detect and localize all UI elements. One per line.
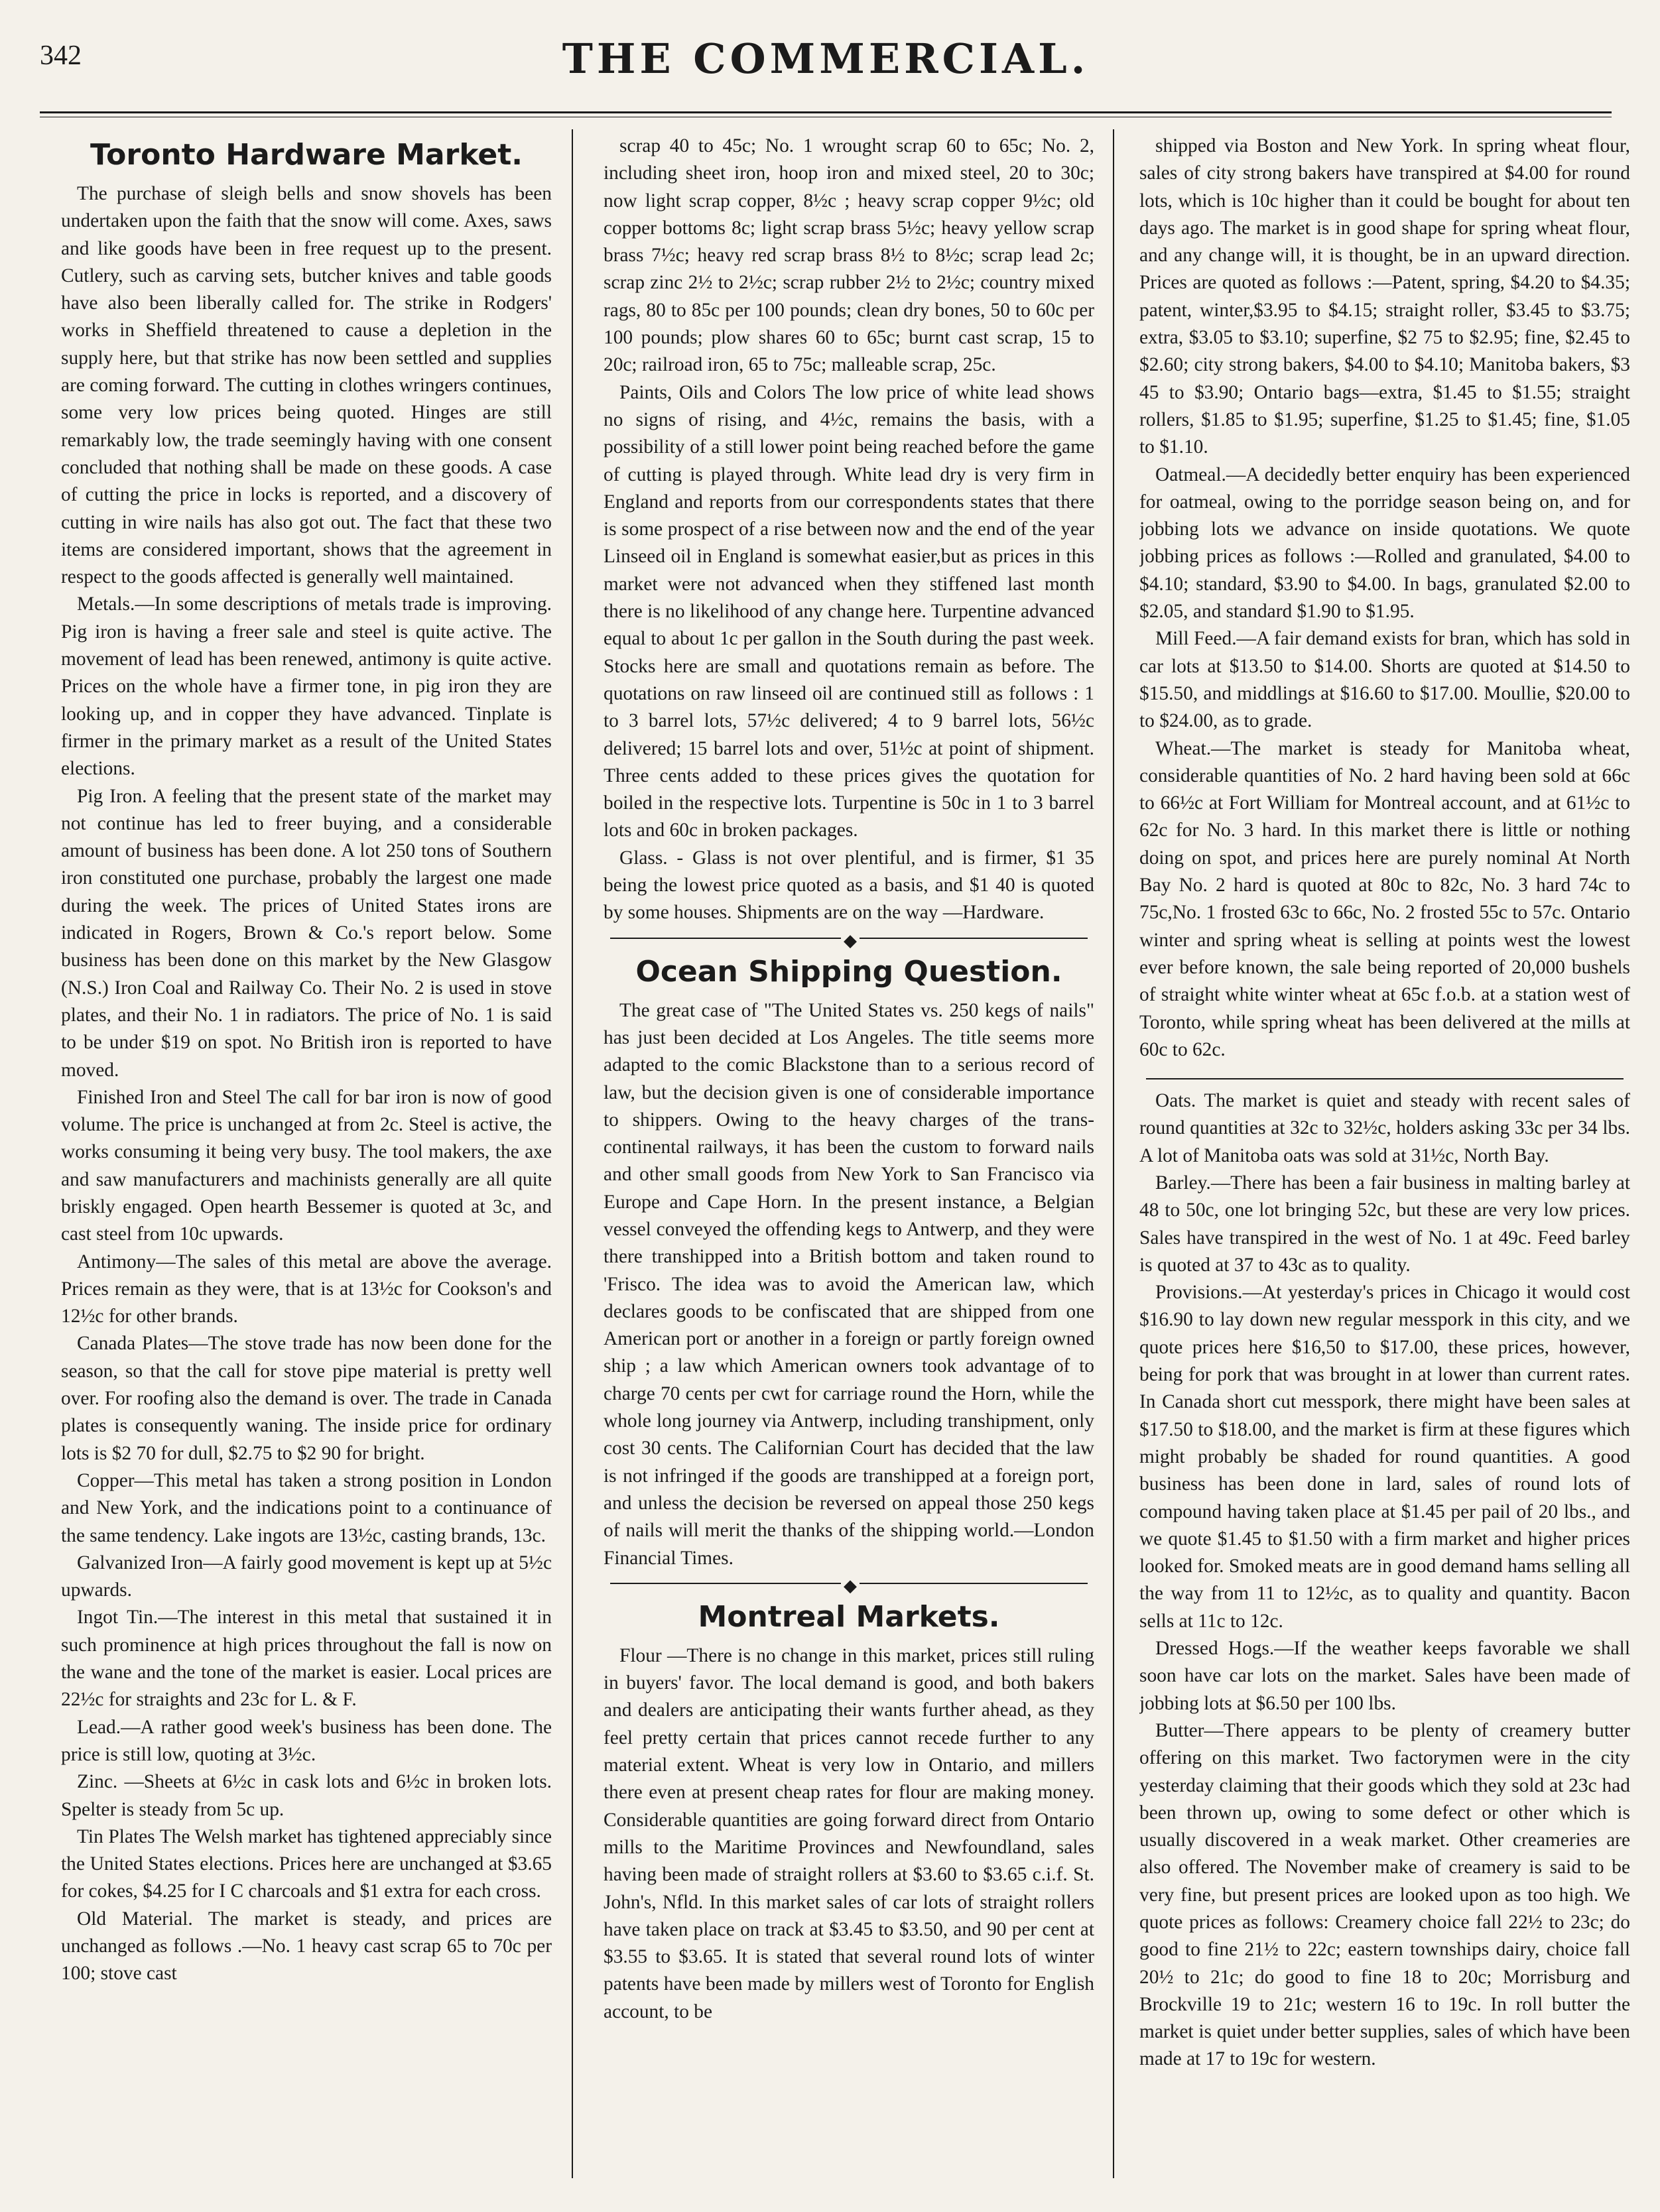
article-paragraph: scrap 40 to 45c; No. 1 wrought scrap 60 to 65c; No. 2, including sheet iron, hoop iron and mixed steel, 20 to 30c; now light scrap copper, 8½c ; heavy scrap copper 9½c; old copper bottoms 8c; light scrap brass 5½c; heavy yellow scrap brass 7½c; heavy red scrap brass 8½ to 8½c; scrap lead 2c; scrap zinc 2½ to 2½c; scrap rubber 2½ to 2½c; country mixed rags, 80 to 85c per 100 pounds; clean dry bones, 50 to 60c per 100 pounds; plow shares 60 to 65c; burnt cast scrap, 15 to 20c; railroad iron, 65 to 75c; malleable scrap, 25c. <box>604 135 1094 376</box>
article-paragraph: Barley.—There has been a fair business in malting barley at 48 to 50c, one lot bringing 52c, but these are very low prices. Sales have transpired in the west of No. 1 at 49c. Feed barley is quoted at 37 to 43c as to quality. <box>1139 1172 1630 1276</box>
article-paragraph: Pig Iron. A feeling that the present state of the market may not continue has led to freer buying, and a considerable amount of business has been done. A lot 250 tons of Southern iron constituted one purchase, probably the largest one made during the week. The prices of United States irons are indicated in Rogers, Brown & Co.'s report below. Some business has been done on this market by the New Glasgow (N.S.) Iron Coal and Railway Co. Their No. 2 is used in stove plates, and their No. 1 in radiators. The price of No. 1 is said to be under $19 on spot. No British iron is reported to have moved. <box>61 785 552 1081</box>
section-rule <box>1146 1064 1624 1079</box>
column-divider-2 <box>1113 129 1114 2178</box>
article-paragraph: Oats. The market is quiet and steady with recent sales of round quantities at 32c to 32½c, holders asking 33c per 34 lbs. A lot of Manitoba oats was sold at 31½c, North Bay. <box>1139 1090 1630 1166</box>
article-heading-toronto-hardware: Toronto Hardware Market. <box>90 138 523 172</box>
article-paragraph: Lead.—A rather good week's business has been done. The price is still low, quoting at 3½c. <box>61 1716 552 1765</box>
article-paragraph: Paints, Oils and Colors The low price of white lead shows no signs of rising, and 4½c, remains the basis, with a possibility of a still lower point being reached before the game of cutting is played through. White lead dry is very firm in England and reports from our correspondents states that there is some prospect of a rise between now and the end of the year Linseed oil in England is somewhat easier,but as prices in this market were not advanced when they stiffened last month there is no likelihood of any change here. Turpentine advanced equal to about 1c per gallon in the South during the past week. Stocks here are small and quotations remain as before. The quotations on raw linseed oil are continued still as follows : 1 to 3 barrel lots, 57½c delivered; 4 to 9 barrel lots, 56½c delivered; 15 barrel lots and over, 51½c at point of shipment. Three cents added to these prices gives the quotation for boiled in the respective lots. Turpentine is 50c in 1 to 3 barrel lots and 60c in broken packages. <box>604 381 1094 841</box>
column-3 <box>1139 133 1630 2175</box>
article-paragraph: Oatmeal.—A decidedly better enquiry has been experienced for oatmeal, owing to the porridge season being on, and for jobbing lots we advance on inside quotations. We quote jobbing prices as follows :—Rolled and granulated, $4.00 to $4.10; standard, $3.90 to $4.00. In bags, granulated $2.00 to $2.05, and standard $1.90 to $1.95. <box>1139 463 1630 623</box>
column-divider-1 <box>572 129 573 2178</box>
masthead-rule <box>40 111 1612 113</box>
article-paragraph: Metals.—In some descriptions of metals trade is improving. Pig iron is having a freer sale and steel is quite active. The movement of lead has been renewed, antimony is quite active. Prices on the whole have a firmer tone, in pig iron they are looking up, and in copper they have advanced. Tinplate is firmer in the primary market as a result of the United States elections. <box>61 593 552 780</box>
article-heading-ocean-shipping: Ocean Shipping Question. <box>635 954 1062 989</box>
article-paragraph: Flour —There is no change in this market, prices still ruling in buyers' favor. The local demand is good, and both bakers and dealers are anticipating their wants further ahead, as they feel pretty certain that prices cannot recede further to any material extent. Wheat is very low in Ontario, and millers there even at present cheap rates for flour are making money. Considerable quantities are going forward direct from Ontario mills to the Maritime Provinces and Newfoundland, sales having been made of straight rollers at $3.60 to $3.65 c.i.f. St. John's, Nfld. In this market sales of car lots of straight rollers have taken place on track at $3.45 to $3.50, and 90 per cent at $3.55 to $3.65. It is stated that several round lots of winter patents have been made by millers west of Toronto for English account, to be <box>604 1644 1094 2022</box>
article-paragraph: shipped via Boston and New York. In spring wheat flour, sales of city strong bakers have transpired at $4.00 for round lots, which is 10c higher than it could be bought for about ten days ago. The market is in good shape for spring wheat flour, and any change will, it is thought, be in an upward direction. Prices are quoted as follows :—Patent, spring, $4.20 to $4.35; patent, winter,$3.95 to $4.15; straight roller, $3.45 to $3.75; extra, $3.05 to $3.10; superfine, $2 75 to $2.95; fine, $2.45 to $2.60; city strong bakers, $4.00 to $4.10; Manitoba bakers, $3 45 to $3.90; Ontario bags—extra, $1.45 to $1.55; straight rollers, $1.85 to $1.95; superfine, $1.25 to $1.45; fine, $1.05 to $1.10. <box>1139 135 1630 458</box>
article-paragraph: Antimony—The sales of this metal are above the average. Prices remain as they were, that is at 13½c for Cookson's and 12½c for other brands. <box>61 1251 552 1327</box>
article-paragraph: Ingot Tin.—The interest in this metal that sustained it in such prominence at high prices throughout the fall is now on the wane and the tone of the market is easier. Local prices are 22½c for straights and 23c for L. & F. <box>61 1607 552 1711</box>
article-paragraph: Zinc. —Sheets at 6½c in cask lots and 6½c in broken lots. Spelter is steady from 5c up. <box>61 1771 552 1820</box>
article-paragraph: Finished Iron and Steel The call for bar iron is now of good volume. The price is unchanged at from 2c. Steel is active, the works consuming it being very busy. The tool makers, the axe and saw manufacturers and machinists generally are all quite briskly engaged. Open hearth Bessemer is quoted at 3c, and cast steel from 10c upwards. <box>61 1086 552 1245</box>
article-paragraph: The great case of "The United States vs. 250 kegs of nails" has just been decided at Los Angeles. The title seems more adapted to the comic Blackstone than to a serious record of law, but the decision given is one of considerable importance to shippers. Owing to the heavy charges of the trans-continental railways, it has been the custom to forward nails and other small goods from New York to San Francisco via Europe and Cape Horn. In the present instance, a Belgian vessel conveyed the offending kegs to Antwerp, and they were there transhipped into a British bottom and taken round to 'Frisco. The idea was to avoid the American law, which declares goods to be confiscated that are shipped from one American port or another in a foreign or partly foreign owned ship ; a law which American owners took advantage of to charge 70 cents per cwt for carriage round the Horn, while the whole long journey via Antwerp, including transhipment, only cost 30 cents. The Californian Court has decided that the law is not infringed if the goods are transhipped at a foreign port, and unless the decision be reversed on appeal those 250 kegs of nails will merit the thanks of the shipping world.—London Financial Times. <box>604 999 1094 1569</box>
article-paragraph: Copper—This metal has taken a strong position in London and New York, and the indications point to a continuance of the same tendency. Lake ingots are 13½c, casting brands, 13c. <box>61 1469 552 1546</box>
masthead <box>40 34 1612 107</box>
article-paragraph: Butter—There appears to be plenty of creamery butter offering on this market. Two factorymen were in the city yesterday claiming that their goods which they sold at 23c had been thrown up, owing to some defect or other which is usually discovered in a weak market. Other creameries are also offered. The November make of creamery is said to be very fine, but present prices are looked upon as too high. We quote prices as follows: Creamery choice fall 22½ to 23c; do good to fine 21½ to 22c; eastern townships dairy, choice fall 20½ to 21c; do good to fine 18 to 20c; Morrisburg and Brockville 19 to 21c; western 16 to 19c. In roll butter the market is quiet under better supplies, sales of which have been made at 17 to 19c for western. <box>1139 1719 1630 2070</box>
article-paragraph: Old Material. The market is steady, and prices are unchanged as follows .—No. 1 heavy cast scrap 65 to 70c per 100; stove cast <box>61 1908 552 1985</box>
article-paragraph: Canada Plates—The stove trade has now been done for the season, so that the call for stove pipe material is pretty well over. For roofing also the demand is over. The trade in Canada plates is consequently waning. The inside price for ordinary lots is $2 70 for dull, $2.75 to $2 90 for bright. <box>61 1333 552 1464</box>
column-2 <box>604 133 1094 2175</box>
section-separator <box>604 927 1094 950</box>
article-heading-montreal-markets: Montreal Markets. <box>698 1599 1000 1634</box>
article-paragraph: Provisions.—At yesterday's prices in Chicago it would cost $16.90 to lay down new regular messpork in this city, and we quote prices here $16,50 to $17.00, these prices, however, being for pork that was brought in at lower than current rates. In Canada short cut messpork, there might have been sales at $17.50 to $18.00, and the market is firm at these figures which might probably be shaded for round quantities. A good business has been done in lard, sales of round lots of compound having taken place at $1.45 per pail of 20 lbs., and we quote $1.45 to $1.50 with a firm market and higher prices looked for. Smoked meats are in good demand hams selling all the way from 11 to 12½c, as to quality and quantity. Bacon sells at 11c to 12c. <box>1139 1282 1630 1632</box>
page-number: 342 <box>40 40 82 71</box>
article-paragraph: Glass. - Glass is not over plentiful, and is firmer, $1 35 being the lowest price quoted as a basis, and $1 40 is quoted by some houses. Shipments are on the way —Hardware. <box>604 847 1094 924</box>
article-paragraph: Tin Plates The Welsh market has tightened appreciably since the United States elections. Prices here are unchanged at $3.65 for cokes, $4.25 for I C charcoals and $1 extra for each cross. <box>61 1825 552 1902</box>
publication-title: THE COMMERCIAL. <box>562 34 1090 83</box>
article-paragraph: Dressed Hogs.—If the weather keeps favorable we shall soon have car lots on the market. Sales have been made of jobbing lots at $6.50 per 100 lbs. <box>1139 1638 1630 1714</box>
column-1 <box>61 133 552 2175</box>
article-paragraph: Wheat.—The market is steady for Manitoba wheat, considerable quantities of No. 2 hard having been sold at 66c to 66½c at Fort William for Montreal account, and at 61½c to 62c for No. 3 hard. In this market there is little or nothing doing on spot, and prices here are purely nominal At North Bay No. 2 hard is quoted at 80c to 82c, No. 3 hard 74c to 75c,No. 1 frosted 63c to 66c, No. 2 frosted 55c to 57c. Ontario winter and spring wheat is selling at points west the lowest ever before known, the sale being reported of 20,000 bushels of straight white winter wheat at 65c f.o.b. at a station west of Toronto, while spring wheat has been delivered at the mills at 60c to 62c. <box>1139 737 1630 1060</box>
article-paragraph: Mill Feed.—A fair demand exists for bran, which has sold in car lots at $13.50 to $14.00. Shorts are quoted at $14.50 to $15.50, and middlings at $16.60 to $17.00. Moullie, $20.00 to to $24.00, as to grade. <box>1139 628 1630 732</box>
article-paragraph: The purchase of sleigh bells and snow shovels has been undertaken upon the faith that the snow will come. Axes, saws and like goods have been in free request up to the present. Cutlery, such as carving sets, butcher knives and table goods have also been liberally called for. The strike in Rodgers' works in Sheffield threatened to cause a depletion in the supply here, but that strike has now been settled and supplies are coming forward. The cutting in clothes wringers continues, some very low prices being quoted. Hinges are still remarkably low, the trade seemingly having with one consent concluded that nothing shall be made on these goods. A case of cutting the price in locks is reported, and a discovery of cutting in wire nails has also got out. The fact that these two items are considered important, shows that the agreement in respect to the goods affected is generally well maintained. <box>61 183 552 588</box>
section-separator <box>604 1572 1094 1595</box>
article-paragraph: Galvanized Iron—A fairly good movement is kept up at 5½c upwards. <box>61 1552 552 1601</box>
